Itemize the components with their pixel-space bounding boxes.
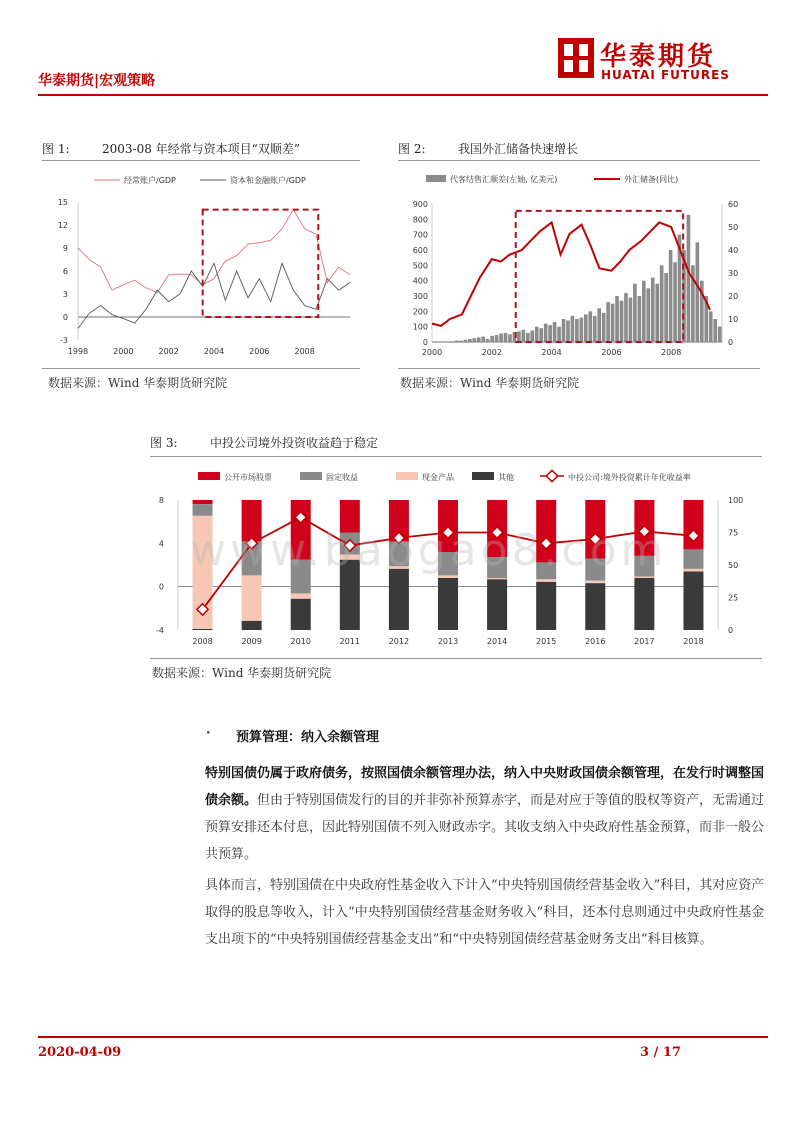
x-tick-label: 2008 bbox=[294, 347, 315, 356]
y-right-tick-label: 30 bbox=[728, 269, 739, 278]
allocation-bar-segment bbox=[683, 569, 703, 572]
company-logo-en: HUATAI FUTURES bbox=[601, 68, 730, 82]
fx-surplus-bar bbox=[504, 333, 508, 342]
y-left-tick-label: 300 bbox=[412, 292, 428, 301]
fx-surplus-bar bbox=[624, 293, 628, 342]
fx-surplus-bar bbox=[468, 339, 472, 342]
fx-surplus-bar bbox=[472, 338, 476, 342]
figure2-caption bbox=[398, 140, 578, 157]
fx-surplus-bar bbox=[566, 321, 570, 342]
allocation-bar-segment bbox=[536, 579, 556, 582]
allocation-bar-segment bbox=[193, 629, 213, 630]
fx-surplus-bar bbox=[517, 331, 521, 342]
x-tick-label: 2016 bbox=[585, 637, 606, 646]
paragraph-2: 具体而言，特别国债在中央政府性基金收入下计入“中央特别国债经营基金收入”科目，其对应资产取得的股息等收入，计入“中央特别国债经营基金财务收入”科目，还本付息则通过中央政府性基金支出项下的“中央特别国债经营基金支出”和“中央特别国债经营基金财务支出”科目核算。 bbox=[205, 878, 765, 947]
y-right-tick-label: 25 bbox=[728, 593, 739, 603]
y-tick-label: 3 bbox=[62, 290, 68, 299]
fx-surplus-bar bbox=[611, 304, 615, 342]
fx-surplus-bar bbox=[486, 339, 490, 342]
y-right-tick-label: 75 bbox=[728, 528, 739, 538]
fx-surplus-bar bbox=[526, 333, 530, 342]
x-tick-label: 2012 bbox=[388, 637, 410, 646]
company-logo-cn: 华泰期货 bbox=[600, 42, 717, 72]
y-left-tick-label: 4 bbox=[158, 539, 164, 549]
x-tick-label: 2013 bbox=[437, 637, 459, 646]
legend-line-label: 外汇储备(同比) bbox=[624, 175, 679, 184]
legend-swatch bbox=[300, 472, 322, 480]
x-tick-label: 2004 bbox=[541, 348, 562, 357]
figure2-bottom-rule bbox=[398, 368, 760, 369]
legend-swatch bbox=[396, 472, 418, 480]
figure1-chart bbox=[42, 164, 362, 368]
fx-surplus-bar bbox=[664, 273, 668, 342]
x-tick-label: 2010 bbox=[290, 637, 311, 646]
footer-page-number: 3 / 17 bbox=[640, 1045, 681, 1060]
y-right-tick-label: 60 bbox=[728, 200, 739, 209]
figure3-number: 图 3: bbox=[150, 436, 178, 450]
paragraph-1-bold: 特别国债仍属于政府债务，按照国债余额管理办法，纳入中央财政国债余额管理，在发行时调整国债余额。 bbox=[205, 766, 765, 808]
fx-surplus-bar bbox=[655, 284, 659, 342]
legend-current-label: 经常账户/GDP bbox=[124, 176, 176, 185]
legend-capital-label: 资本和金融账户/GDP bbox=[230, 176, 306, 185]
x-tick-label: 2017 bbox=[634, 637, 655, 646]
x-tick-label: 2015 bbox=[536, 637, 557, 646]
legend-label: 公开市场股票 bbox=[224, 473, 272, 482]
y-left-tick-label: 500 bbox=[412, 261, 428, 271]
fx-surplus-bar bbox=[584, 314, 588, 342]
y-tick-label: 6 bbox=[62, 267, 68, 276]
y-left-tick-label: 0 bbox=[158, 582, 164, 592]
fx-surplus-bar bbox=[535, 327, 539, 342]
figure2-caption-rule bbox=[398, 160, 760, 161]
figure3-caption bbox=[150, 434, 378, 451]
legend-label: 固定收益 bbox=[326, 473, 358, 482]
header-divider bbox=[38, 94, 768, 96]
fx-surplus-bar bbox=[495, 335, 499, 342]
allocation-bar-segment bbox=[438, 578, 458, 630]
fx-surplus-bar bbox=[450, 341, 454, 342]
legend-line-marker bbox=[546, 470, 557, 481]
fx-surplus-bar bbox=[571, 316, 575, 342]
section-bullet: · bbox=[206, 726, 211, 741]
figure2-chart bbox=[398, 164, 762, 368]
x-tick-label: 2008 bbox=[192, 637, 213, 646]
fx-surplus-bar bbox=[687, 215, 691, 342]
y-left-tick-label: 900 bbox=[412, 200, 428, 209]
y-tick-label: 15 bbox=[57, 198, 68, 207]
figure1-number: 图 1: bbox=[42, 142, 70, 156]
x-tick-label: 1998 bbox=[67, 347, 89, 356]
figure3-caption-rule bbox=[150, 456, 762, 457]
allocation-bar-segment bbox=[193, 504, 213, 516]
fx-surplus-bar bbox=[638, 296, 642, 342]
fx-surplus-bar bbox=[615, 296, 619, 342]
figure2-source: 数据来源：Wind 华泰期货研究院 bbox=[400, 376, 580, 390]
x-tick-label: 2006 bbox=[249, 347, 270, 356]
y-right-tick-label: 50 bbox=[728, 223, 739, 232]
figure2-title: 我国外汇储备快速增长 bbox=[458, 142, 579, 156]
fx-surplus-bar bbox=[548, 325, 552, 342]
fx-surplus-bar bbox=[620, 301, 624, 342]
series-line-capital bbox=[78, 263, 350, 328]
figure1-caption bbox=[42, 140, 300, 157]
figure2-svg bbox=[398, 164, 762, 364]
legend-label: 其他 bbox=[498, 473, 514, 482]
y-left-tick-label: -4 bbox=[156, 626, 164, 635]
figure1-source: 数据来源：Wind 华泰期货研究院 bbox=[48, 376, 228, 390]
fx-surplus-bar bbox=[588, 311, 592, 342]
fx-surplus-bar bbox=[508, 334, 512, 342]
y-left-tick-label: 8 bbox=[158, 496, 164, 505]
y-right-tick-label: 20 bbox=[728, 292, 739, 301]
fx-surplus-bar bbox=[522, 330, 526, 342]
fx-surplus-bar bbox=[713, 319, 717, 342]
fx-surplus-bar bbox=[464, 340, 468, 342]
figure3-bottom-rule bbox=[150, 658, 762, 659]
y-right-tick-label: 0 bbox=[728, 338, 734, 347]
fx-surplus-bar bbox=[669, 250, 673, 342]
allocation-bar-segment bbox=[242, 621, 262, 630]
fx-surplus-bar bbox=[646, 288, 650, 342]
allocation-bar-segment bbox=[634, 578, 654, 630]
fx-surplus-bar bbox=[597, 308, 601, 342]
company-logo-icon bbox=[556, 36, 596, 80]
allocation-bar-segment bbox=[193, 500, 213, 504]
fx-surplus-bar bbox=[544, 324, 548, 342]
fx-surplus-bar bbox=[602, 313, 606, 342]
paragraph-1-rest: 但由于特别国债发行的目的并非弥补预算赤字，而是对应于等值的股权等资产，无需通过预算安排还本付息，因此特别国债不列入财政赤字。其收支纳入中央政府性基金预算，而非一般公共预算。 bbox=[205, 793, 765, 862]
y-right-tick-label: 50 bbox=[728, 561, 739, 570]
series-line-current bbox=[78, 210, 350, 293]
x-tick-label: 2006 bbox=[601, 348, 622, 357]
fx-surplus-bar bbox=[455, 340, 459, 342]
fx-surplus-bar bbox=[562, 319, 566, 342]
fx-surplus-bar bbox=[459, 341, 463, 342]
y-left-tick-label: 800 bbox=[412, 215, 428, 225]
y-left-tick-label: 100 bbox=[412, 322, 428, 332]
fx-surplus-bar bbox=[575, 319, 579, 342]
x-tick-label: 2011 bbox=[339, 637, 360, 646]
y-tick-label: 12 bbox=[57, 221, 68, 230]
y-right-tick-label: 100 bbox=[728, 496, 744, 505]
fx-surplus-bar bbox=[580, 317, 584, 342]
legend-label: 现金产品 bbox=[422, 473, 454, 482]
allocation-bar-segment bbox=[683, 549, 703, 569]
y-tick-label: 9 bbox=[62, 244, 68, 253]
legend-swatch bbox=[198, 472, 220, 480]
y-left-tick-label: 700 bbox=[412, 230, 428, 240]
fx-surplus-bar bbox=[709, 311, 713, 342]
footer-divider bbox=[38, 1036, 768, 1038]
x-tick-label: 2002 bbox=[158, 347, 179, 356]
figure3-source: 数据来源：Wind 华泰期货研究院 bbox=[152, 666, 332, 680]
y-right-tick-label: 10 bbox=[728, 315, 739, 324]
fx-surplus-bar bbox=[651, 278, 655, 342]
y-left-tick-label: 200 bbox=[412, 307, 428, 317]
allocation-bar-segment bbox=[585, 581, 605, 584]
y-right-tick-label: 40 bbox=[728, 246, 739, 255]
allocation-bar-segment bbox=[242, 575, 262, 621]
fx-surplus-bar bbox=[629, 298, 633, 342]
y-left-tick-label: 0 bbox=[422, 338, 428, 347]
fx-surplus-bar bbox=[557, 327, 561, 342]
legend-bars-label: 代客结售汇顺差(左轴, 亿美元) bbox=[450, 175, 558, 184]
legend-swatch bbox=[472, 472, 494, 480]
y-right-tick-label: 0 bbox=[728, 626, 734, 635]
allocation-bar-segment bbox=[389, 569, 409, 630]
report-section-title: 华泰期货|宏观策略 bbox=[38, 73, 156, 89]
fx-surplus-bar bbox=[718, 327, 722, 342]
allocation-bar-segment bbox=[487, 579, 507, 630]
fx-surplus-bar bbox=[696, 242, 700, 342]
fx-surplus-bar bbox=[539, 328, 543, 342]
legend-bars-swatch bbox=[426, 175, 446, 182]
figure2-number: 图 2: bbox=[398, 142, 426, 156]
allocation-bar-segment bbox=[291, 594, 311, 599]
x-tick-label: 2018 bbox=[683, 637, 704, 646]
paragraph-1 bbox=[205, 760, 765, 868]
x-tick-label: 2004 bbox=[203, 347, 225, 356]
allocation-bar-segment bbox=[585, 583, 605, 630]
figure1-title: 2003-08 年经常与资本项目“双顺差” bbox=[102, 142, 300, 156]
fx-surplus-bar bbox=[593, 316, 597, 342]
section-heading: 预算管理：纳入余额管理 bbox=[236, 730, 380, 745]
fx-surplus-bar bbox=[673, 262, 677, 342]
fx-surplus-bar bbox=[499, 334, 503, 342]
fx-surplus-bar bbox=[490, 336, 494, 342]
x-tick-label: 2008 bbox=[660, 348, 682, 357]
x-tick-label: 2002 bbox=[481, 348, 502, 357]
figure1-svg bbox=[42, 164, 362, 364]
y-left-tick-label: 400 bbox=[412, 276, 428, 286]
footer-date: 2020-04-09 bbox=[38, 1045, 122, 1060]
y-tick-label: 0 bbox=[62, 313, 68, 322]
figure1-bottom-rule bbox=[42, 368, 360, 369]
x-tick-label: 2014 bbox=[486, 637, 508, 646]
fx-reserve-yoy-line bbox=[432, 222, 710, 326]
x-tick-label: 2009 bbox=[241, 637, 262, 646]
allocation-bar-segment bbox=[683, 572, 703, 631]
fx-surplus-bar bbox=[606, 302, 610, 342]
watermark: www.baogao8.com bbox=[190, 525, 668, 576]
x-tick-label: 2000 bbox=[113, 347, 134, 356]
figure1-caption-rule bbox=[42, 160, 360, 161]
fx-surplus-bar bbox=[642, 281, 646, 342]
y-tick-label: -3 bbox=[60, 336, 68, 345]
fx-surplus-bar bbox=[633, 284, 637, 342]
fx-surplus-bar bbox=[553, 322, 557, 342]
fx-surplus-bar bbox=[660, 265, 664, 342]
y-left-tick-label: 600 bbox=[412, 246, 428, 255]
allocation-bar-segment bbox=[291, 599, 311, 630]
figure3-title: 中投公司境外投资收益趋于稳定 bbox=[210, 436, 379, 450]
allocation-bar-segment bbox=[536, 582, 556, 630]
x-tick-label: 2000 bbox=[421, 348, 443, 357]
allocation-bar-segment bbox=[634, 577, 654, 578]
allocation-bar-segment bbox=[487, 578, 507, 579]
legend-line-label: 中投公司:境外投资累计年化收益率 bbox=[568, 473, 691, 482]
fx-surplus-bar bbox=[481, 337, 485, 342]
fx-surplus-bar bbox=[530, 331, 534, 343]
fx-surplus-bar bbox=[477, 337, 481, 342]
